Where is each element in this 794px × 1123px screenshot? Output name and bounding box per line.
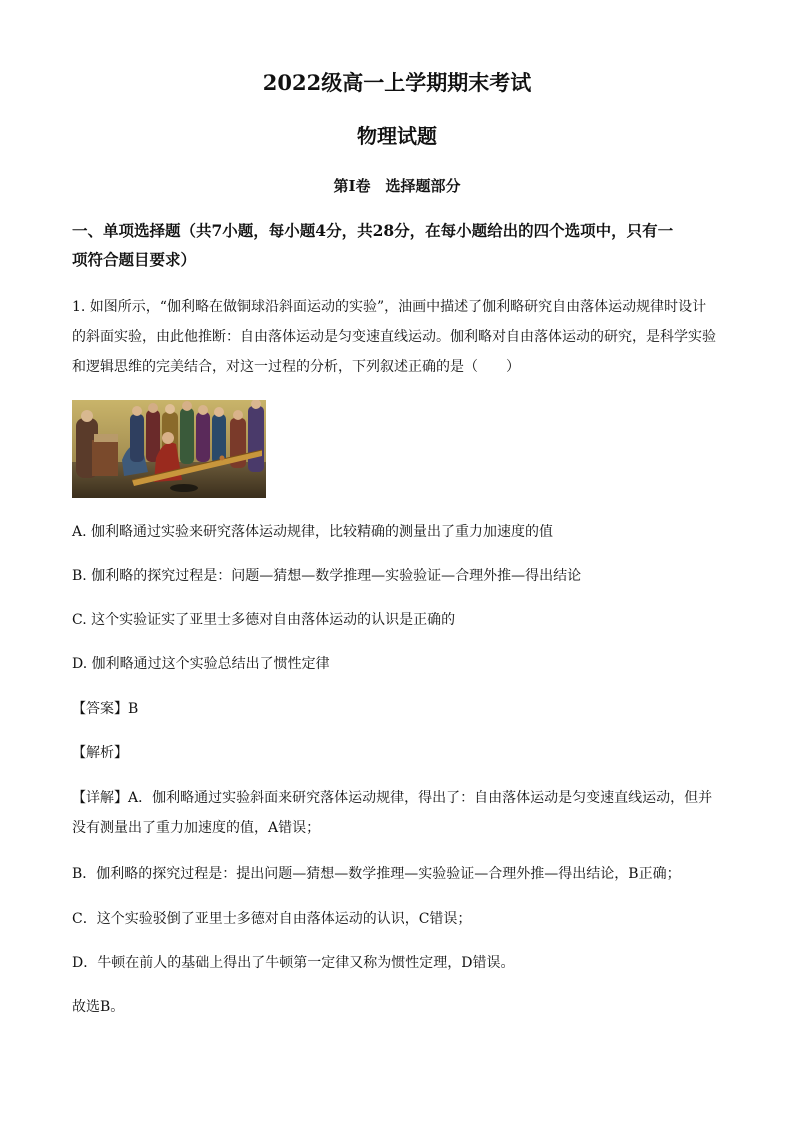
option-a: A. 伽利略通过实验来研究落体运动规律，比较精确的测量出了重力加速度的值 [72,524,554,540]
galileo-painting-image [72,400,266,498]
part-one-heading-line1: 一、单项选择题（共7小题，每小题4分，共28分，在每小题给出的四个选项中，只有一 [72,221,674,240]
question-stem-line1: 1. 如图所示，“伽利略在做铜球沿斜面运动的实验”，油画中描述了伽利略研究自由落体运动规律时设计 [72,299,707,315]
detail-line2: 没有测量出了重力加速度的值，A错误； [72,820,321,836]
detail-option-b: B．伽利略的探究过程是：提出问题—猜想—数学推理—实验验证—合理外推—得出结论，B正确； [72,866,681,882]
question-stem-line3: 和逻辑思维的完美结合，对这一过程的分析，下列叙述正确的是（ ） [72,359,520,375]
section-title: 第Ⅰ卷 选择题部分 [333,177,461,195]
conclusion: 故选B。 [72,999,125,1015]
analysis-label: 【解析】 [72,745,128,761]
detail-line1: 【详解】A．伽利略通过实验斜面来研究落体运动规律，得出了：自由落体运动是匀变速直线运动，但并 [72,790,713,806]
part-one-heading-line2: 项符合题目要求） [72,250,197,269]
answer-label: 【答案】B [72,701,139,717]
option-b: B. 伽利略的探究过程是：问题—猜想—数学推理—实验验证—合理外推—得出结论 [72,568,582,584]
detail-option-d: D．牛顿在前人的基础上得出了牛顿第一定律又称为惯性定理，D错误。 [72,955,515,971]
option-d: D. 伽利略通过这个实验总结出了惯性定律 [72,656,330,672]
detail-option-c: C．这个实验驳倒了亚里士多德对自由落体运动的认识，C错误； [72,911,472,927]
exam-title: 2022级高一上学期期末考试 [262,70,532,95]
option-c: C. 这个实验证实了亚里士多德对自由落体运动的认识是正确的 [72,612,456,628]
question-stem-line2: 的斜面实验，由此他推断：自由落体运动是匀变速直线运动。伽利略对自由落体运动的研究，是科学实验 [72,329,716,345]
subject-title: 物理试题 [357,124,437,148]
